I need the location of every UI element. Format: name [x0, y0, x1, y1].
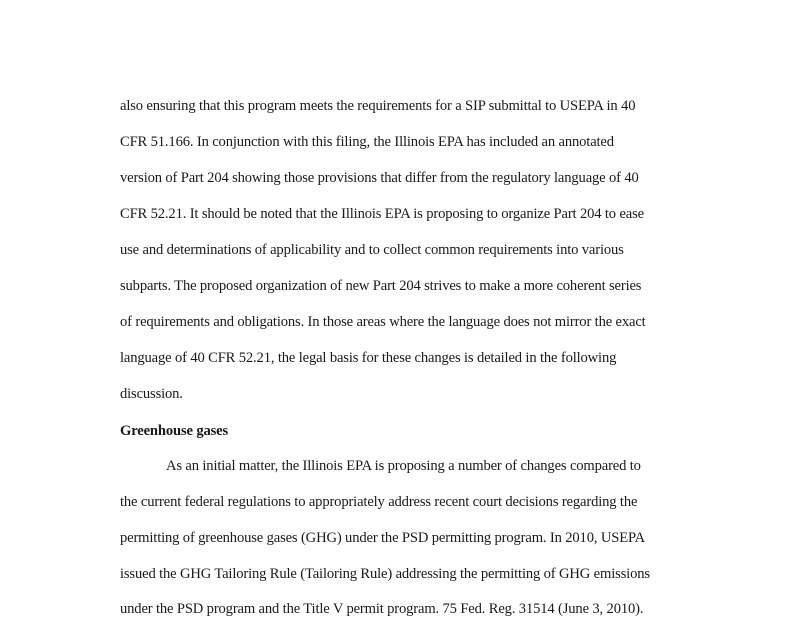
- paragraph-line: also ensuring that this program meets the requirements for a SIP submittal to USEPA in 40: [120, 98, 636, 114]
- paragraph-line: version of Part 204 showing those provisions that differ from the regulatory language of 40: [120, 170, 639, 186]
- paragraph-line: discussion.: [120, 386, 183, 402]
- section-heading: Greenhouse gases: [120, 423, 229, 439]
- paragraph-line: language of 40 CFR 52.21, the legal basis for these changes is detailed in the following: [120, 350, 617, 366]
- paragraph-line: CFR 52.21. It should be noted that the Illinois EPA is proposing to organize Part 204 to ease: [120, 206, 644, 222]
- paragraph-line: permitting of greenhouse gases (GHG) under the PSD permitting program. In 2010, USEPA: [120, 530, 645, 546]
- paragraph-line: As an initial matter, the Illinois EPA is proposing a number of changes compared to: [166, 458, 641, 474]
- paragraph-line: issued the GHG Tailoring Rule (Tailoring Rule) addressing the permitting of GHG emissions: [120, 566, 650, 582]
- paragraph-line: CFR 51.166. In conjunction with this filing, the Illinois EPA has included an annotated: [120, 134, 614, 150]
- paragraph-line: under the PSD program and the Title V permit program. 75 Fed. Reg. 31514 (June 3, 2010).: [120, 601, 644, 617]
- paragraph-line: use and determinations of applicability and to collect common requirements into various: [120, 242, 624, 258]
- paragraph-line: of requirements and obligations. In those areas where the language does not mirror the exact: [120, 314, 646, 330]
- paragraph-line: subparts. The proposed organization of new Part 204 strives to make a more coherent series: [120, 278, 642, 294]
- paragraph-line: the current federal regulations to appropriately address recent court decisions regarding the: [120, 494, 638, 510]
